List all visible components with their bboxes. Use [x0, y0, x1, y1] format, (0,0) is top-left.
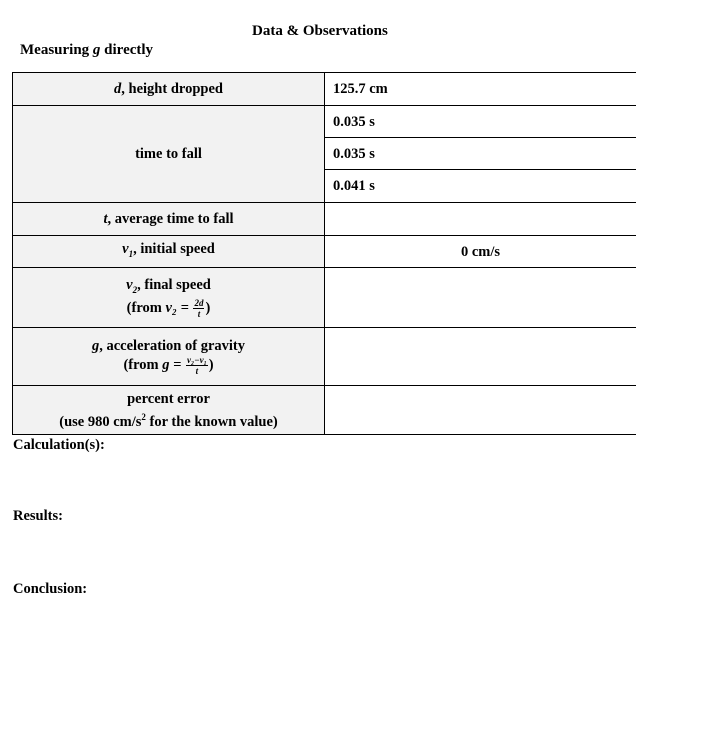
trial-1-cell[interactable]	[325, 106, 636, 138]
final-speed-formula-suffix: )	[205, 300, 211, 317]
trial-2-value: 0.035 s	[333, 145, 375, 162]
results-heading: Results:	[13, 508, 63, 524]
height-label-cell	[13, 73, 325, 106]
time-to-fall-label-cell	[13, 106, 325, 203]
initial-speed-label-cell	[13, 236, 325, 268]
percent-error-note-prefix: (use 980 cm/s	[59, 413, 142, 430]
final-speed-formula	[127, 298, 211, 319]
gravity-value-cell[interactable]	[325, 328, 636, 386]
height-label-text: , height dropped	[121, 81, 223, 97]
gravity-formula-lhs: g =	[162, 356, 182, 373]
gravity-formula	[123, 355, 213, 376]
avg-time-var: t	[103, 211, 108, 227]
percent-error-note	[59, 408, 278, 431]
initial-speed-value: 0 cm/s	[460, 243, 501, 260]
trial-1-value: 0.035 s	[333, 113, 375, 130]
final-speed-fraction	[193, 298, 204, 319]
subtitle-variable: g	[92, 42, 101, 58]
data-table	[12, 72, 636, 435]
gravity-fraction	[186, 355, 208, 376]
initial-speed-var: v	[122, 241, 129, 258]
final-speed-formula-lhs: v₂ =	[165, 300, 189, 317]
height-label	[114, 80, 223, 98]
percent-error-label: percent error	[127, 390, 210, 407]
final-speed-label	[126, 276, 211, 299]
gravity-label	[92, 337, 245, 355]
initial-speed-label-text: , initial speed	[133, 241, 215, 258]
initial-speed-value-cell[interactable]	[325, 236, 636, 268]
final-speed-formula-prefix: (from	[126, 300, 166, 317]
final-speed-var: v	[126, 276, 133, 293]
percent-error-note-suffix: for the known value)	[145, 413, 278, 430]
page-title: Data & Observations	[252, 23, 388, 39]
final-speed-sub: 2	[132, 284, 138, 295]
final-speed-value-cell[interactable]	[325, 268, 636, 328]
gravity-var: g	[91, 338, 100, 354]
gravity-numerator: v₂−v₁	[187, 355, 207, 365]
avg-time-label-cell	[13, 203, 325, 236]
gravity-denominator: t	[195, 366, 199, 376]
gravity-formula-prefix: (from	[123, 356, 163, 373]
final-speed-numerator: 2d	[194, 298, 204, 309]
percent-error-label-cell	[13, 386, 325, 434]
time-to-fall-label: time to fall	[135, 146, 202, 162]
height-var: d	[114, 81, 122, 97]
final-speed-label-text: , final speed	[137, 276, 211, 293]
conclusion-heading: Conclusion:	[13, 581, 88, 597]
trial-3-value: 0.041 s	[333, 178, 375, 194]
final-speed-label-cell	[13, 268, 325, 328]
trial-2-cell[interactable]	[325, 138, 636, 170]
percent-error-note-sup: 2	[141, 411, 146, 422]
subtitle-suffix: directly	[100, 42, 154, 58]
final-speed-denominator: t	[197, 309, 201, 320]
avg-time-value-cell[interactable]	[325, 203, 636, 236]
page-subtitle	[20, 42, 153, 59]
percent-error-value-cell[interactable]	[325, 386, 636, 434]
initial-speed-label	[122, 240, 215, 263]
initial-speed-sub: 1	[128, 248, 134, 259]
gravity-formula-suffix: )	[208, 356, 214, 373]
calculations-heading: Calculation(s):	[13, 437, 105, 453]
avg-time-label-text: , average time to fall	[107, 211, 234, 227]
height-value-cell[interactable]	[325, 73, 636, 106]
avg-time-label	[103, 210, 233, 228]
gravity-label-cell	[13, 328, 325, 386]
height-value: 125.7 cm	[333, 81, 388, 97]
subtitle-prefix: Measuring	[20, 42, 93, 58]
trial-3-cell[interactable]	[325, 170, 636, 203]
gravity-label-text: , acceleration of gravity	[99, 338, 245, 354]
